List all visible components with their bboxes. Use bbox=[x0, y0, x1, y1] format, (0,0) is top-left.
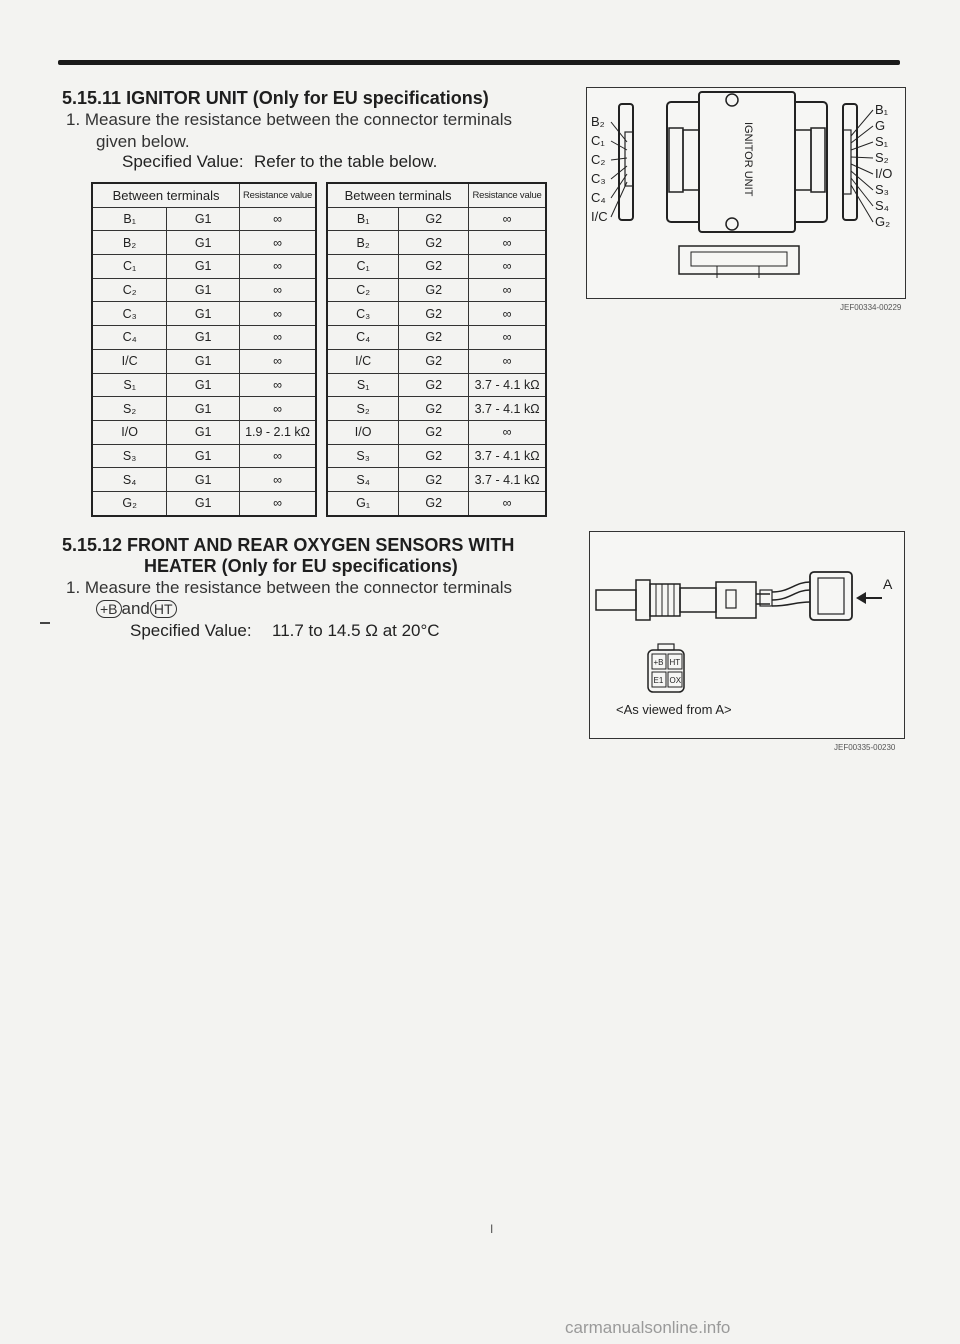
table-row bbox=[92, 373, 316, 397]
oxygen-sensor-diagram bbox=[590, 532, 904, 738]
terminal-b: G1 bbox=[167, 231, 240, 255]
pin-label: E1 bbox=[653, 676, 664, 685]
table-row bbox=[327, 373, 546, 397]
figure-code: JEF00334-00229 bbox=[840, 303, 902, 312]
resistance-value: ∞ bbox=[240, 468, 316, 492]
terminal-label: S₃ bbox=[875, 182, 889, 197]
terminal-b: G2 bbox=[399, 444, 469, 468]
terminal-a: S₁ bbox=[92, 373, 167, 397]
spec-value: 11.7 to 14.5 Ω at 20°C bbox=[272, 621, 440, 640]
table-row bbox=[327, 231, 546, 255]
terminal-label: S₄ bbox=[875, 198, 889, 213]
resistance-value: 1.9 - 2.1 kΩ bbox=[240, 420, 316, 444]
resistance-value: ∞ bbox=[240, 326, 316, 350]
resistance-value: 3.7 - 4.1 kΩ bbox=[469, 397, 546, 421]
header-terminals: Between terminals bbox=[327, 183, 469, 207]
terminal-a: C₃ bbox=[327, 302, 399, 326]
terminal-b: G2 bbox=[399, 278, 469, 302]
terminal-b: G1 bbox=[167, 420, 240, 444]
terminal-b: G2 bbox=[399, 420, 469, 444]
terminal-label: C₂ bbox=[591, 152, 606, 167]
resistance-value: ∞ bbox=[469, 255, 546, 279]
terminal-a: C₄ bbox=[92, 326, 167, 350]
table-row bbox=[92, 397, 316, 421]
connector-pins bbox=[652, 654, 682, 687]
table-row bbox=[327, 420, 546, 444]
pin-label: HT bbox=[669, 658, 681, 667]
terminal-a: C₁ bbox=[92, 255, 167, 279]
resistance-value: ∞ bbox=[240, 255, 316, 279]
terminal-a: S₂ bbox=[92, 397, 167, 421]
terminal-a: B₂ bbox=[92, 231, 167, 255]
terminal-label: C₄ bbox=[591, 190, 606, 205]
left-terminal-labels bbox=[591, 114, 627, 224]
leader-line bbox=[851, 126, 873, 143]
resistance-value: ∞ bbox=[469, 420, 546, 444]
terminal-a: S₄ bbox=[92, 468, 167, 492]
terminal-b: G1 bbox=[167, 207, 240, 231]
table-row bbox=[92, 207, 316, 231]
table-row bbox=[327, 444, 546, 468]
terminal-label: C₁ bbox=[591, 133, 605, 148]
leader-line bbox=[851, 185, 873, 222]
terminal-a: C₄ bbox=[327, 326, 399, 350]
leader-line bbox=[851, 110, 873, 136]
terminal-label: G₂ bbox=[875, 214, 891, 229]
table-row bbox=[327, 255, 546, 279]
terminal-b: G2 bbox=[399, 349, 469, 373]
resistance-value: ∞ bbox=[240, 444, 316, 468]
resistance-value: ∞ bbox=[240, 207, 316, 231]
resistance-value: ∞ bbox=[240, 373, 316, 397]
terminal-b: G2 bbox=[399, 491, 469, 515]
terminal-a: G₁ bbox=[327, 491, 399, 515]
resistance-value: ∞ bbox=[240, 491, 316, 515]
header-resistance: Resistance value bbox=[240, 183, 316, 207]
resistance-value: ∞ bbox=[240, 349, 316, 373]
terminal-b: G1 bbox=[167, 255, 240, 279]
resistance-value: ∞ bbox=[240, 397, 316, 421]
table-row bbox=[327, 278, 546, 302]
table-row bbox=[92, 468, 316, 492]
terminal-label: B₂ bbox=[591, 114, 605, 129]
terminal-b: G2 bbox=[399, 468, 469, 492]
terminal-b: G1 bbox=[167, 468, 240, 492]
terminal-label: I/C bbox=[591, 209, 608, 224]
resistance-value: ∞ bbox=[240, 302, 316, 326]
table-row bbox=[92, 349, 316, 373]
step-1-text: 1. Measure the resistance between the connector terminals bbox=[66, 578, 513, 597]
leader-line bbox=[851, 157, 873, 158]
terminal-a: B₁ bbox=[92, 207, 167, 231]
table-row bbox=[327, 326, 546, 350]
oxygen-sensor-figure bbox=[589, 531, 905, 739]
terminal-b: G1 bbox=[167, 397, 240, 421]
table-row bbox=[92, 231, 316, 255]
table-row bbox=[327, 397, 546, 421]
terminal-label: C₃ bbox=[591, 171, 606, 186]
step-1-text: 1. Measure the resistance between the connector terminals bbox=[66, 110, 513, 129]
resistance-value: ∞ bbox=[469, 207, 546, 231]
terminal-b: G1 bbox=[167, 326, 240, 350]
ignitor-unit-diagram bbox=[587, 88, 905, 298]
terminal-b: G1 bbox=[167, 278, 240, 302]
terminal-a: B₂ bbox=[327, 231, 399, 255]
top-rule bbox=[58, 60, 900, 65]
site-watermark: carmanualsonline.info bbox=[565, 1318, 731, 1337]
terminal-ht: HT bbox=[150, 600, 177, 618]
resistance-table-g2 bbox=[326, 182, 547, 517]
spec-value: Refer to the table below. bbox=[254, 152, 438, 171]
resistance-table-g1 bbox=[91, 182, 317, 517]
resistance-value: ∞ bbox=[240, 231, 316, 255]
table-row bbox=[92, 278, 316, 302]
resistance-value: ∞ bbox=[469, 326, 546, 350]
terminal-label: B₁ bbox=[875, 102, 889, 117]
margin-mark bbox=[40, 622, 50, 624]
table-row bbox=[327, 491, 546, 515]
terminal-b: G2 bbox=[399, 207, 469, 231]
ignitor-unit-label: IGNITOR UNIT bbox=[742, 122, 754, 197]
spec-label: Specified Value: bbox=[130, 621, 252, 640]
table-row bbox=[92, 302, 316, 326]
table-row bbox=[92, 491, 316, 515]
pin-label: +B bbox=[653, 658, 664, 667]
table-row bbox=[92, 444, 316, 468]
section-heading-oxygen-cont: HEATER (Only for EU specifications) bbox=[144, 556, 458, 576]
leader-line bbox=[851, 178, 873, 206]
terminal-a: S₄ bbox=[327, 468, 399, 492]
spec-label: Specified Value: bbox=[122, 152, 244, 171]
terminal-a: C₂ bbox=[327, 278, 399, 302]
header-terminals: Between terminals bbox=[92, 183, 240, 207]
resistance-value: ∞ bbox=[469, 231, 546, 255]
terminal-label: I/O bbox=[875, 166, 893, 181]
terminal-b: G1 bbox=[167, 444, 240, 468]
terminal-b: G2 bbox=[399, 397, 469, 421]
table-row bbox=[327, 468, 546, 492]
resistance-value: ∞ bbox=[469, 302, 546, 326]
terminal-a: I/O bbox=[92, 420, 167, 444]
pin-label: OX bbox=[669, 676, 682, 685]
terminal-b: G1 bbox=[167, 302, 240, 326]
figure-code: JEF00335-00230 bbox=[834, 743, 896, 752]
terminal-a: S₁ bbox=[327, 373, 399, 397]
header-resistance: Resistance value bbox=[469, 183, 546, 207]
terminal-a: B₁ bbox=[327, 207, 399, 231]
terminal-b: G1 bbox=[167, 373, 240, 397]
terminal-b: G1 bbox=[167, 349, 240, 373]
terminal-a: C₁ bbox=[327, 255, 399, 279]
terminal-b: G2 bbox=[399, 326, 469, 350]
terminal-label: S₁ bbox=[875, 134, 889, 149]
table-row bbox=[92, 255, 316, 279]
resistance-value: 3.7 - 4.1 kΩ bbox=[469, 444, 546, 468]
table-row bbox=[327, 349, 546, 373]
terminal-b: G2 bbox=[399, 302, 469, 326]
resistance-value: ∞ bbox=[469, 491, 546, 515]
terminal-b: G1 bbox=[167, 491, 240, 515]
resistance-value: ∞ bbox=[469, 278, 546, 302]
terminal-b: G2 bbox=[399, 255, 469, 279]
terminal-a: G₂ bbox=[92, 491, 167, 515]
table-row bbox=[92, 326, 316, 350]
view-caption: <As viewed from A> bbox=[616, 702, 732, 717]
section-heading-ignitor: 5.15.11 IGNITOR UNIT (Only for EU specifications) bbox=[62, 88, 489, 108]
terminal-a: S₃ bbox=[327, 444, 399, 468]
terminal-a: C₃ bbox=[92, 302, 167, 326]
table-row bbox=[92, 420, 316, 444]
terminal-a: I/O bbox=[327, 420, 399, 444]
resistance-value: 3.7 - 4.1 kΩ bbox=[469, 373, 546, 397]
resistance-value: ∞ bbox=[240, 278, 316, 302]
step-1-text-cont: given below. bbox=[96, 132, 190, 151]
terminal-a: C₂ bbox=[92, 278, 167, 302]
terminal-b: G2 bbox=[399, 373, 469, 397]
table-row bbox=[327, 207, 546, 231]
terminal-label: S₂ bbox=[875, 150, 889, 165]
terminal-a: S₃ bbox=[92, 444, 167, 468]
and-word: and bbox=[121, 599, 150, 618]
leader-line bbox=[851, 164, 873, 174]
ignitor-unit-figure bbox=[586, 87, 906, 299]
terminal-a: I/C bbox=[327, 349, 399, 373]
resistance-value: 3.7 - 4.1 kΩ bbox=[469, 468, 546, 492]
terminal-plus-b: +B bbox=[96, 600, 122, 618]
leader-line bbox=[851, 142, 873, 150]
terminal-label: G bbox=[875, 118, 886, 133]
leader-line bbox=[851, 171, 873, 190]
resistance-value: ∞ bbox=[469, 349, 546, 373]
terminal-a: I/C bbox=[92, 349, 167, 373]
table-row bbox=[327, 302, 546, 326]
page-mark: I bbox=[490, 1222, 494, 1236]
arrow-label: A bbox=[883, 576, 893, 592]
terminal-list bbox=[96, 598, 177, 620]
section-heading-oxygen: 5.15.12 FRONT AND REAR OXYGEN SENSORS WITH bbox=[62, 535, 515, 555]
terminal-b: G2 bbox=[399, 231, 469, 255]
terminal-a: S₂ bbox=[327, 397, 399, 421]
